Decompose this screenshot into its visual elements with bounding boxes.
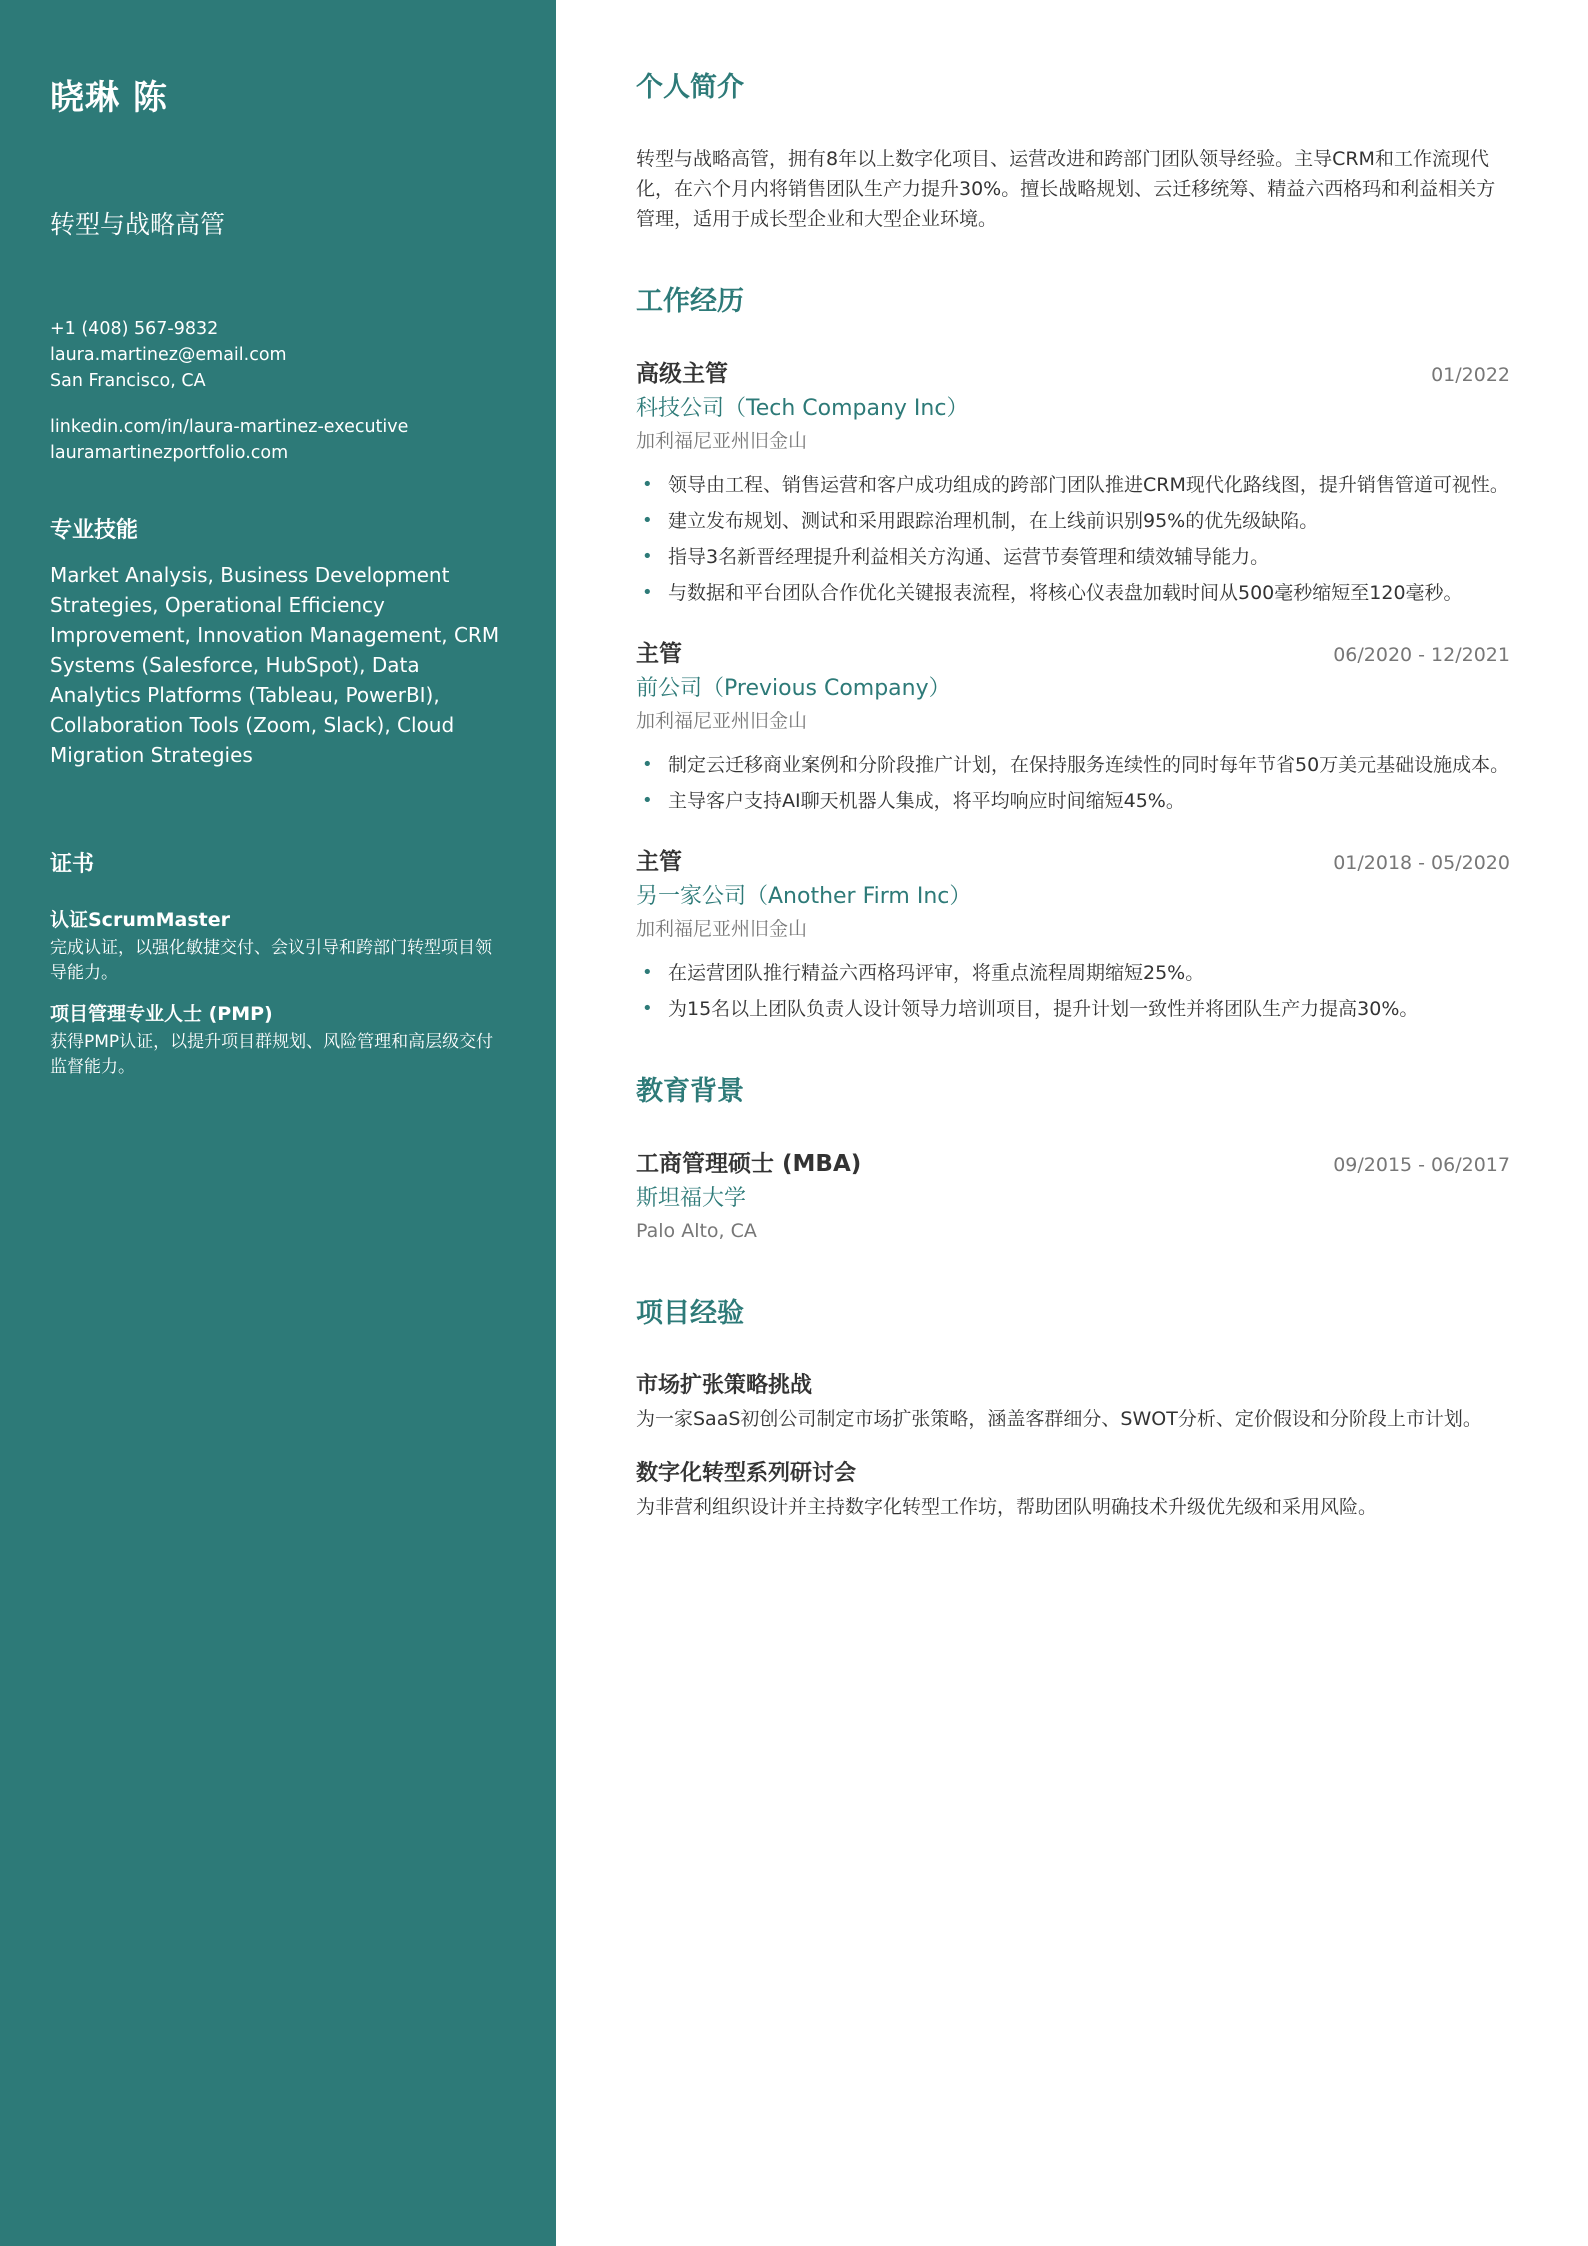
bullet-text: 主导客户支持AI聊天机器人集成，将平均响应时间缩短45%。 <box>668 790 1185 812</box>
job-company: 前公司（Previous Company） <box>636 676 951 701</box>
job-header <box>636 358 1510 390</box>
bullet-icon: • <box>642 510 653 531</box>
bullet-icon: • <box>642 546 653 567</box>
contact-block <box>50 316 506 466</box>
candidate-name: 晓琳 陈 <box>50 78 168 118</box>
job-location: 加利福尼亚州旧金山 <box>636 710 808 732</box>
job-entry <box>636 358 1510 608</box>
bullet-text: 在运营团队推行精益六西格玛评审，将重点流程周期缩短25%。 <box>668 962 1205 984</box>
bullet-icon: • <box>642 962 653 983</box>
list-item <box>636 470 1510 500</box>
bullet-text: 为15名以上团队负责人设计领导力培训项目，提升计划一致性并将团队生产力提高30%。 <box>668 998 1419 1020</box>
list-item <box>636 750 1510 780</box>
skills-text: Market Analysis, Business Development Strategies, Operational Efficiency Improvement, Innovation Management, CRM Systems (Salesforce, HubSpot), Data Analytics Platforms (Tableau, PowerBI), Collaboration Tools (Zoom, Slack), Cloud Migration Strategies <box>50 563 500 767</box>
school-location: Palo Alto, CA <box>636 1220 757 1242</box>
bullet-icon: • <box>642 790 653 811</box>
job-bullets <box>636 470 1510 608</box>
list-item <box>636 786 1510 816</box>
bullet-text: 指导3名新晋经理提升利益相关方沟通、运营节奏管理和绩效辅导能力。 <box>668 546 1270 568</box>
job-entry <box>636 638 1510 816</box>
education-heading: 教育背景 <box>636 1076 744 1107</box>
bullet-text: 建立发布规划、测试和采用跟踪治理机制，在上线前识别95%的优先级缺陷。 <box>668 510 1319 532</box>
projects-heading: 项目经验 <box>636 1298 744 1329</box>
bullet-icon: • <box>642 474 653 495</box>
job-location: 加利福尼亚州旧金山 <box>636 918 808 940</box>
job-header <box>636 638 1510 670</box>
education-header <box>636 1148 1510 1180</box>
contact-gap <box>50 394 506 414</box>
education-section <box>636 1074 1510 1246</box>
summary-heading: 个人简介 <box>636 72 744 103</box>
education-date: 09/2015 - 06/2017 <box>1333 1154 1510 1176</box>
bullet-text: 领导由工程、销售运营和客户成功组成的跨部门团队推进CRM现代化路线图，提升销售管道可视性。 <box>668 474 1509 496</box>
list-item <box>636 994 1510 1024</box>
projects-section <box>636 1296 1510 1522</box>
job-company: 科技公司（Tech Company Inc） <box>636 396 969 421</box>
cert-desc: 获得PMP认证，以提升项目群规划、风险管理和高层级交付监督能力。 <box>50 1032 494 1077</box>
experience-section <box>636 284 1510 1024</box>
job-entry <box>636 846 1510 1024</box>
degree-title: 工商管理硕士 (MBA) <box>636 1151 862 1177</box>
bullet-icon: • <box>642 998 653 1019</box>
summary-text: 转型与战略高管，拥有8年以上数字化项目、运营改进和跨部门团队领导经验。主导CRM和工作流现代化，在六个月内将销售团队生产力提升30%。擅长战略规划、云迁移统筹、精益六西格玛和利益相关方管理，适用于成长型企业和大型企业环境。 <box>636 148 1496 230</box>
job-date: 01/2018 - 05/2020 <box>1333 852 1510 874</box>
location: San Francisco, CA <box>50 371 206 391</box>
main-content <box>556 0 1588 2246</box>
skills-heading: 专业技能 <box>50 518 139 543</box>
bullet-text: 与数据和平台团队合作优化关键报表流程，将核心仪表盘加载时间从500毫秒缩短至120毫秒。 <box>668 582 1463 604</box>
sidebar <box>0 0 556 2246</box>
experience-heading: 工作经历 <box>636 286 744 317</box>
job-date: 06/2020 - 12/2021 <box>1333 644 1510 666</box>
list-item <box>636 542 1510 572</box>
job-title: 主管 <box>636 641 682 667</box>
linkedin-link[interactable]: linkedin.com/in/laura-martinez-executive <box>50 417 409 437</box>
job-bullets <box>636 750 1510 816</box>
education-entry <box>636 1148 1510 1246</box>
project-entry <box>636 1370 1510 1434</box>
bullet-icon: • <box>642 582 653 603</box>
email-address[interactable]: laura.martinez@email.com <box>50 345 287 365</box>
job-header <box>636 846 1510 878</box>
project-desc: 为一家SaaS初创公司制定市场扩张策略，涵盖客群细分、SWOT分析、定价假设和分阶段上市计划。 <box>636 1408 1482 1430</box>
project-desc: 为非营利组织设计并主持数字化转型工作坊，帮助团队明确技术升级优先级和采用风险。 <box>636 1496 1378 1518</box>
bullet-icon: • <box>642 754 653 775</box>
candidate-role: 转型与战略高管 <box>50 210 226 239</box>
project-entry <box>636 1458 1510 1522</box>
certs-heading: 证书 <box>50 852 95 877</box>
cert-title: 项目管理专业人士 (PMP) <box>50 1003 273 1025</box>
job-title: 主管 <box>636 849 682 875</box>
bullet-text: 制定云迁移商业案例和分阶段推广计划，在保持服务连续性的同时每年节省50万美元基础设施成本。 <box>668 754 1510 776</box>
portfolio-link[interactable]: lauramartinezportfolio.com <box>50 443 289 463</box>
list-item <box>636 506 1510 536</box>
job-location: 加利福尼亚州旧金山 <box>636 430 808 452</box>
job-company: 另一家公司（Another Firm Inc） <box>636 884 972 909</box>
cert-item <box>50 1000 506 1080</box>
project-title: 市场扩张策略挑战 <box>636 1373 813 1398</box>
summary-section <box>636 70 1510 234</box>
phone-number: +1 (408) 567-9832 <box>50 319 219 339</box>
job-title: 高级主管 <box>636 361 728 387</box>
project-title: 数字化转型系列研讨会 <box>636 1461 857 1486</box>
job-date: 01/2022 <box>1431 364 1510 386</box>
job-bullets <box>636 958 1510 1024</box>
list-item <box>636 578 1510 608</box>
school-name: 斯坦福大学 <box>636 1186 747 1211</box>
cert-title: 认证ScrumMaster <box>50 909 231 931</box>
list-item <box>636 958 1510 988</box>
cert-item <box>50 906 506 986</box>
cert-desc: 完成认证，以强化敏捷交付、会议引导和跨部门转型项目领导能力。 <box>50 938 492 983</box>
